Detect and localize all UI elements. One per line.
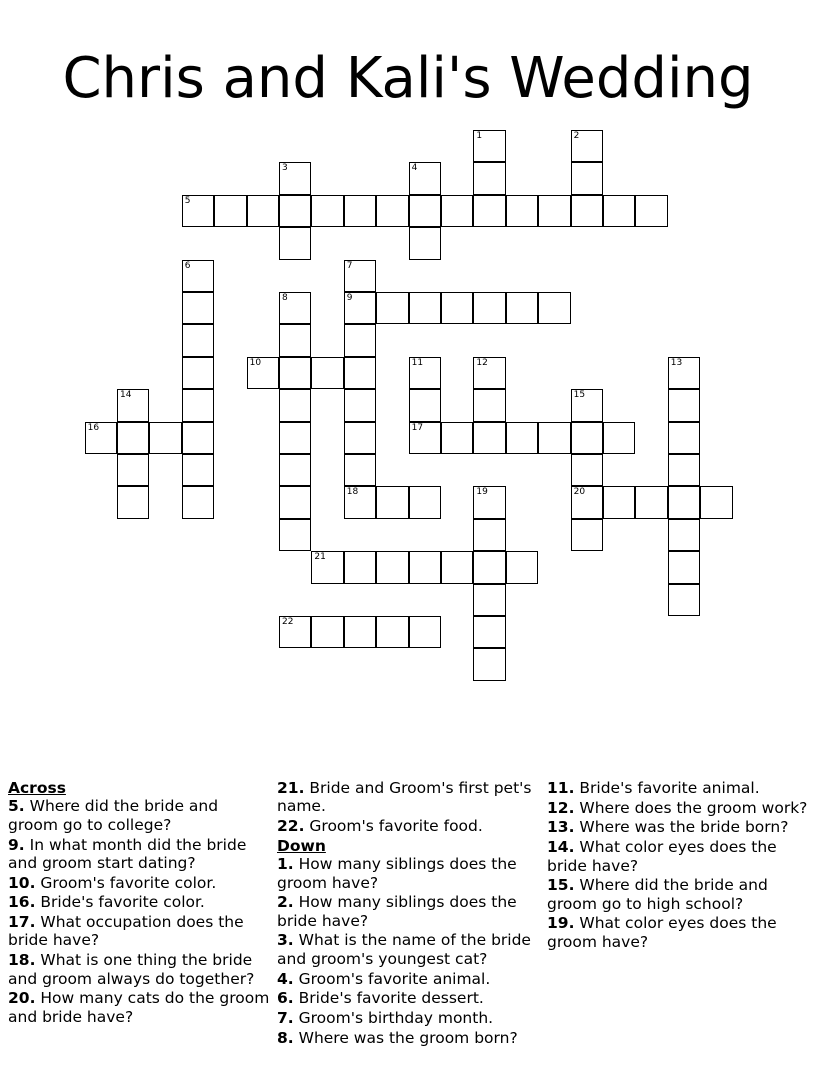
clue-down-11: 11. Bride's favorite animal. (547, 779, 760, 797)
grid-cell[interactable] (571, 454, 603, 486)
grid-cell[interactable] (668, 389, 700, 421)
clue-number: 18 (346, 487, 359, 498)
clue-across-20: 20. How many cats do the groom and bride have? (8, 989, 270, 1026)
grid-cell[interactable] (182, 357, 214, 389)
clue-down-13: 13. Where was the bride born? (547, 818, 789, 837)
clue-down-6: 6. Bride's favorite dessert. (277, 989, 484, 1008)
grid-cell[interactable] (85, 422, 117, 454)
clue-number: 19 (476, 487, 488, 498)
grid-cell[interactable] (182, 292, 214, 324)
clue-across-5: 5. Where did the bride and groom go to college? (8, 797, 219, 834)
grid-cell[interactable] (409, 357, 441, 389)
grid-cell[interactable] (571, 195, 603, 227)
clue-number: 4 (411, 163, 418, 174)
grid-cell[interactable] (117, 486, 149, 518)
grid-cell[interactable] (603, 486, 635, 518)
grid-cell[interactable] (635, 486, 667, 518)
grid-cell[interactable] (182, 422, 214, 454)
grid-cell[interactable] (376, 616, 408, 648)
grid-cell[interactable] (473, 389, 505, 421)
grid-cell[interactable] (279, 227, 311, 259)
clue-number: 2 (573, 131, 580, 141)
grid-cell[interactable] (279, 292, 311, 324)
grid-cell[interactable] (311, 551, 343, 583)
clue-number: 7 (346, 260, 353, 271)
clue-number: 8 (282, 293, 288, 303)
grid-cell[interactable] (344, 551, 376, 583)
clue-across-21: 21. Bride and Groom's first pet's name. (277, 779, 532, 816)
grid-cell[interactable] (473, 551, 505, 583)
grid-cell[interactable] (182, 454, 214, 486)
clue-down-8: 8. Where was the groom born? (277, 1028, 518, 1047)
clue-number: 6 (184, 260, 191, 271)
grid-cell[interactable] (441, 551, 473, 583)
grid-cell[interactable] (571, 519, 603, 551)
grid-cell[interactable] (441, 422, 473, 454)
clue-number: 11 (411, 357, 424, 368)
grid-cell[interactable] (668, 486, 700, 518)
grid-cell[interactable] (344, 324, 376, 356)
grid-cell[interactable] (376, 551, 408, 583)
grid-cell[interactable] (635, 195, 667, 227)
grid-cell[interactable] (506, 551, 538, 583)
grid-cell[interactable] (473, 422, 505, 454)
grid-cell[interactable] (344, 422, 376, 454)
grid-cell[interactable] (182, 260, 214, 292)
grid-cell[interactable] (376, 195, 408, 227)
clue-number: 15 (573, 390, 586, 401)
grid-cell[interactable] (603, 195, 635, 227)
grid-cell[interactable] (473, 357, 505, 389)
clue-number: 5 (184, 195, 191, 206)
clue-number: 14 (120, 390, 132, 401)
grid-cell[interactable] (279, 454, 311, 486)
grid-cell[interactable] (473, 162, 505, 194)
clues-column-3 (547, 779, 809, 952)
grid-cell[interactable] (668, 551, 700, 583)
grid-cell[interactable] (571, 162, 603, 194)
grid-cell[interactable] (506, 422, 538, 454)
grid-cell[interactable] (344, 486, 376, 518)
grid-cell[interactable] (117, 454, 149, 486)
grid-cell[interactable] (311, 616, 343, 648)
grid-cell[interactable] (279, 519, 311, 551)
clue-across-18: 18. What is one thing the bride and groom always do together? (8, 951, 255, 988)
clue-across-10: 10. Groom's favorite color. (8, 873, 217, 892)
clue-number: 9 (346, 293, 353, 303)
clue-across-17: 17. What occupation does the bride have? (8, 913, 244, 950)
grid-cell[interactable] (538, 195, 570, 227)
grid-cell[interactable] (344, 260, 376, 292)
grid-cell[interactable] (214, 195, 246, 227)
grid-cell[interactable] (409, 422, 441, 454)
grid-cell[interactable] (279, 324, 311, 356)
grid-cell[interactable] (473, 292, 505, 324)
clue-down-19: 19. What color eyes does the groom have? (547, 914, 777, 951)
grid-cell[interactable] (409, 389, 441, 421)
grid-cell[interactable] (473, 616, 505, 648)
clue-number: 22 (282, 617, 294, 627)
clue-number: 13 (670, 357, 683, 368)
across-heading: Across (8, 779, 66, 797)
grid-cell[interactable] (668, 357, 700, 389)
grid-cell[interactable] (571, 389, 603, 421)
grid-cell[interactable] (409, 195, 441, 227)
clue-number: 1 (476, 131, 483, 141)
grid-cell[interactable] (182, 486, 214, 518)
grid-cell[interactable] (538, 422, 570, 454)
clue-down-3: 3. What is the name of the bride and groom's youngest cat? (277, 931, 531, 968)
clue-across-22: 22. Groom's favorite food. (277, 817, 483, 836)
grid-cell[interactable] (247, 357, 279, 389)
grid-cell[interactable] (311, 357, 343, 389)
grid-cell[interactable] (409, 486, 441, 518)
grid-cell[interactable] (344, 616, 376, 648)
grid-cell[interactable] (182, 389, 214, 421)
grid-cell[interactable] (603, 422, 635, 454)
grid-cell[interactable] (409, 551, 441, 583)
grid-cell[interactable] (182, 195, 214, 227)
grid-cell[interactable] (409, 616, 441, 648)
puzzle-title: Chris and Kali's Wedding (62, 46, 754, 111)
grid-cell[interactable] (409, 227, 441, 259)
clue-number: 3 (282, 163, 288, 174)
grid-cell[interactable] (279, 422, 311, 454)
grid-cell[interactable] (344, 454, 376, 486)
clue-down-15: 15. Where did the bride and groom go to high school? (547, 876, 768, 913)
clues-column-2 (277, 779, 541, 1048)
clue-down-1: 1. How many siblings does the groom have? (277, 855, 517, 892)
grid-cell[interactable] (506, 195, 538, 227)
clue-down-14: 14. What color eyes does the bride have? (547, 838, 777, 875)
grid-cell[interactable] (279, 162, 311, 194)
clue-number: 12 (476, 357, 488, 368)
grid-cell[interactable] (441, 195, 473, 227)
grid-cell[interactable] (247, 195, 279, 227)
grid-cell[interactable] (441, 292, 473, 324)
grid-cell[interactable] (279, 195, 311, 227)
grid-cell[interactable] (668, 422, 700, 454)
grid-cell[interactable] (668, 584, 700, 616)
grid-cell[interactable] (279, 389, 311, 421)
grid-cell[interactable] (376, 292, 408, 324)
clue-down-4: 4. Groom's favorite animal. (277, 969, 491, 988)
clue-number: 16 (87, 422, 100, 433)
grid-cell[interactable] (668, 519, 700, 551)
down-heading: Down (277, 836, 326, 855)
grid-cell[interactable] (571, 130, 603, 162)
clue-number: 20 (573, 487, 586, 498)
grid-cell[interactable] (473, 648, 505, 680)
grid-cell[interactable] (473, 519, 505, 551)
grid-cell[interactable] (279, 486, 311, 518)
grid-cell[interactable] (700, 486, 732, 518)
grid-cell[interactable] (409, 162, 441, 194)
clue-across-16: 16. Bride's favorite color. (8, 893, 205, 912)
grid-cell[interactable] (473, 130, 505, 162)
clues-column-1 (8, 779, 270, 1027)
grid-cell[interactable] (473, 486, 505, 518)
grid-cell[interactable] (279, 616, 311, 648)
grid-cell[interactable] (182, 324, 214, 356)
clue-down-12: 12. Where does the groom work? (547, 798, 808, 817)
grid-cell[interactable] (311, 195, 343, 227)
grid-cell[interactable] (473, 195, 505, 227)
grid-cell[interactable] (538, 292, 570, 324)
grid-cell[interactable] (344, 195, 376, 227)
grid-cell[interactable] (668, 454, 700, 486)
clue-across-9: 9. In what month did the bride and groom start dating? (8, 835, 247, 872)
grid-cell[interactable] (571, 486, 603, 518)
grid-cell[interactable] (117, 389, 149, 421)
clue-number: 17 (411, 422, 424, 433)
grid-cell[interactable] (506, 292, 538, 324)
grid-cell[interactable] (571, 422, 603, 454)
clue-number: 21 (314, 552, 326, 563)
clue-down-2: 2. How many siblings does the bride have? (277, 893, 517, 930)
grid-cell[interactable] (149, 422, 181, 454)
grid-cell[interactable] (344, 389, 376, 421)
grid-cell[interactable] (344, 292, 376, 324)
clue-number: 10 (249, 357, 262, 368)
grid-cell[interactable] (117, 422, 149, 454)
grid-cell[interactable] (473, 584, 505, 616)
grid-cell[interactable] (376, 486, 408, 518)
clue-down-7: 7. Groom's birthday month. (277, 1008, 494, 1027)
grid-cell[interactable] (344, 357, 376, 389)
grid-cell[interactable] (279, 357, 311, 389)
grid-cell[interactable] (409, 292, 441, 324)
